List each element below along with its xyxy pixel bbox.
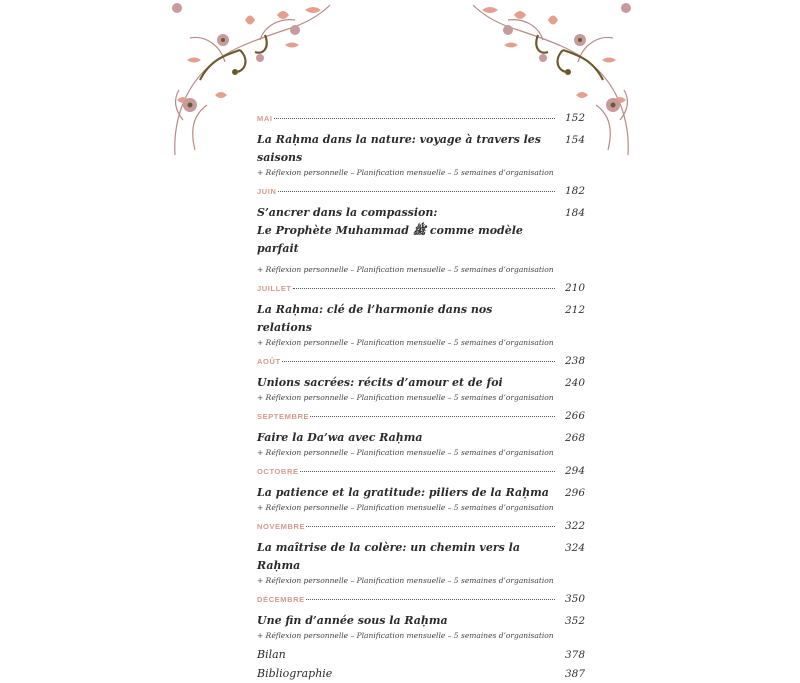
toc-chapter-entry[interactable] [257, 204, 586, 276]
toc-month-row[interactable] [257, 185, 586, 199]
chapter-title: La patience et la gratitude: piliers de la Raḥma [257, 486, 549, 499]
chapter-subtitle: + Réflexion personnelle – Planification mensuelle – 5 semaines d’organisation [257, 265, 554, 274]
toc-extra-entry[interactable] [257, 667, 586, 680]
month-label: AOÛT [257, 357, 281, 366]
page-number: 210 [565, 282, 586, 294]
chapter-subtitle: + Réflexion personnelle – Planification mensuelle – 5 semaines d’organisation [257, 448, 554, 457]
table-of-contents [257, 112, 586, 680]
page-number: 322 [565, 520, 586, 532]
toc-chapter-entry[interactable] [257, 301, 586, 349]
page-number: 324 [565, 542, 586, 554]
dot-leader [293, 288, 555, 289]
month-label: DÉCEMBRE [257, 595, 305, 604]
month-label: SEPTEMBRE [257, 412, 310, 421]
toc-extra-entry[interactable] [257, 648, 586, 661]
page-number: 352 [565, 615, 586, 627]
chapter-title: La maîtrise de la colère: un chemin vers la Raḥma [257, 541, 520, 572]
page-number: 387 [565, 668, 586, 680]
page-number: 350 [565, 593, 586, 605]
toc-chapter-entry[interactable] [257, 429, 586, 459]
dot-leader [278, 191, 556, 192]
dot-leader [274, 118, 555, 119]
page-number: 268 [565, 432, 586, 444]
chapter-subtitle: + Réflexion personnelle – Planification mensuelle – 5 semaines d’organisation [257, 631, 554, 640]
chapter-title: S’ancrer dans la compassion: Le Prophète Muhammad ﷺ comme modèle parfait [257, 206, 523, 255]
dot-leader [300, 471, 555, 472]
toc-chapter-entry[interactable] [257, 612, 586, 642]
chapter-title: La Raḥma: clé de l’harmonie dans nos relations [257, 303, 493, 334]
month-label: JUIN [257, 187, 277, 196]
toc-chapter-entry[interactable] [257, 484, 586, 514]
page-number: 296 [565, 487, 586, 499]
toc-month-row[interactable] [257, 355, 586, 369]
month-label: OCTOBRE [257, 467, 299, 476]
chapter-subtitle: + Réflexion personnelle – Planification mensuelle – 5 semaines d’organisation [257, 393, 554, 402]
chapter-title: Une fin d’année sous la Raḥma [257, 614, 448, 627]
chapter-subtitle: + Réflexion personnelle – Planification mensuelle – 5 semaines d’organisation [257, 168, 554, 177]
month-label: JUILLET [257, 284, 292, 293]
dot-leader [306, 599, 555, 600]
page-number: 238 [565, 355, 586, 367]
toc-month-row[interactable] [257, 593, 586, 607]
page-number: 212 [565, 304, 586, 316]
page-number: 152 [565, 112, 586, 124]
toc-chapter-entry[interactable] [257, 539, 586, 587]
page-number: 182 [565, 185, 586, 197]
toc-month-row[interactable] [257, 282, 586, 296]
dot-leader [310, 416, 555, 417]
toc-chapter-entry[interactable] [257, 374, 586, 404]
month-label: NOVEMBRE [257, 522, 306, 531]
toc-month-row[interactable] [257, 410, 586, 424]
entry-title: Bilan [257, 648, 286, 661]
chapter-subtitle: + Réflexion personnelle – Planification mensuelle – 5 semaines d’organisation [257, 576, 554, 585]
dot-leader [306, 526, 555, 527]
toc-chapter-entry[interactable] [257, 131, 586, 179]
page-number: 378 [565, 649, 586, 661]
page-number: 294 [565, 465, 586, 477]
page-number: 184 [565, 207, 586, 219]
dot-leader [282, 361, 555, 362]
toc-month-row[interactable] [257, 112, 586, 126]
entry-title: Bibliographie [257, 667, 333, 680]
page-number: 266 [565, 410, 586, 422]
chapter-subtitle: + Réflexion personnelle – Planification mensuelle – 5 semaines d’organisation [257, 338, 554, 347]
month-label: MAI [257, 114, 273, 123]
page-number: 240 [565, 377, 586, 389]
chapter-title: Faire la Da’wa avec Raḥma [257, 431, 423, 444]
chapter-title: La Raḥma dans la nature: voyage à travers les saisons [257, 133, 541, 164]
chapter-title: Unions sacrées: récits d’amour et de foi [257, 376, 503, 389]
toc-month-row[interactable] [257, 520, 586, 534]
chapter-subtitle: + Réflexion personnelle – Planification mensuelle – 5 semaines d’organisation [257, 503, 554, 512]
page-number: 154 [565, 134, 586, 146]
toc-month-row[interactable] [257, 465, 586, 479]
